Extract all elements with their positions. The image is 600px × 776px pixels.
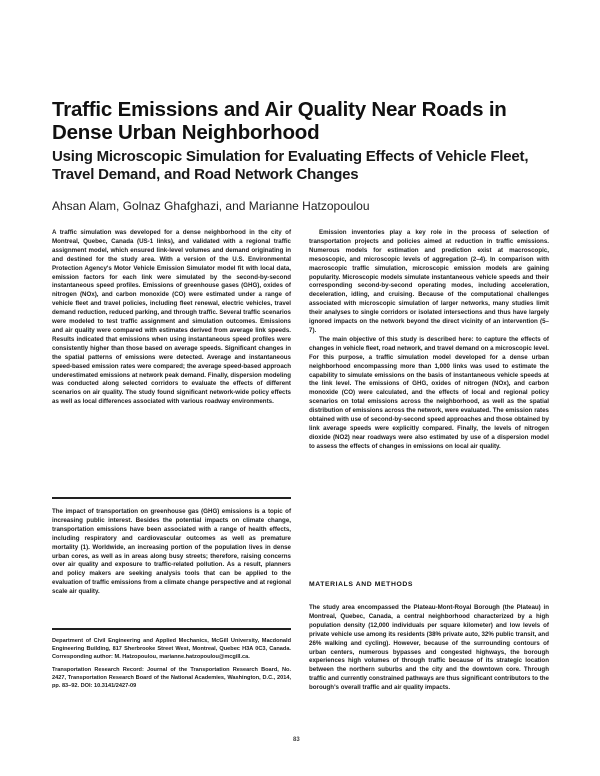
abstract-text: A traffic simulation was developed for a dense neighborhood in the city of Montreal, Quebec, Canada (US-1 links), and validated with a regional traffic assignment model, which ensured link-level volumes and demand originating in and destined for the study area. With a version of the U.S. Environmental Protection Agency's Motor Vehicle Emission Simulator model fit with local data, emission factors for each link were simulated by the second-by-second instantaneous speed profiles. Emissions of greenhouse gases (GHG), oxides of nitrogen (NOx), and carbon monoxide (CO) were estimated under a range of vehicle fleet and travel policies, including fleet renewal, electric vehicles, travel demand reduction, reduced parking, and through traffic. Several traffic scenarios were modeled to test traffic assignment and simulation outcomes. Emissions and air quality were compared with estimates derived from average link speeds. Results indicated that emissions when using instantaneous speed profiles were consistently higher than those based on average speeds. Significant changes in the spatial patterns of emissions were detected. Average and instantaneous speed-based emission rates were compared; the average speed-based approach underestimated emissions at network peak demand. Finally, dispersion modeling was conducted along selected corridors to evaluate the effects of different scenarios on air quality. The study found significant network-wide policy effects as well as local differences associated with various roadway environments. — [52, 229, 291, 406]
paper-title: Traffic Emissions and Air Quality Near Roads in Dense Urban Neighborhood — [52, 97, 507, 144]
abstract-divider — [52, 497, 291, 499]
introduction — [52, 508, 291, 597]
citation-footnote: Transportation Research Record: Journal of the Transportation Research Board, No. 2427, Transportation Research Board of the National Academies, Washington, D.C., 2014, pp. 83–92. DOI: 10.3141/2427-09 — [52, 667, 291, 689]
paper-subtitle: Using Microscopic Simulation for Evaluating Effects of Vehicle Fleet, Travel Demand, and Road Network Changes — [52, 148, 529, 184]
right-column-intro — [309, 229, 549, 452]
page-number: 83 — [293, 737, 300, 743]
footnote-divider — [52, 628, 291, 630]
methods-section — [309, 604, 549, 693]
footnotes — [52, 638, 291, 697]
methods-paragraph: The study area encompassed the Plateau-Mont-Royal Borough (the Plateau) in Montreal, Quebec, Canada, a central neighborhood characterized by a high population density (12,000 individuals per square kilometer) and low levels of private vehicle use among its residents (38% private auto, 32% public transit, and 26% walking and cycling). However, because of the surrounding contours of urban centers, numerous bypasses and congested highways, the borough experiences high volumes of through traffic because of its strategic location between the northern suburbs and the city and the downtown core. Through traffic and currently constrained pathways are thus significant contributors to the borough's overall traffic and air quality impacts. — [309, 604, 549, 692]
author-list: Ahsan Alam, Golnaz Ghafghazi, and Marianne Hatzopoulou — [52, 199, 370, 213]
intro-paragraph: The impact of transportation on greenhouse gas (GHG) emissions is a topic of increasing public interest. Besides the potential impacts on climate change, transportation emissions have been associated with a range of health effects, including respiratory and cardiovascular outcomes as well as premature mortality (1). Worldwide, an increasing portion of the population lives in dense urban cores, as well as in areas along busy streets; therefore, raising concerns over air quality and exposure to traffic-related pollution. As a result, planners and policy makers are seeking analysis tools that can be applied to the evaluation of traffic emissions from a climate change perspective and at regional scale air quality. — [52, 508, 291, 596]
affiliation-footnote: Department of Civil Engineering and Applied Mechanics, McGill University, Macdonald Engineering Building, 817 Sherbrooke Street West, Montreal, Quebec H3A 0C3, Canada. Corresponding author: M. Hatzopoulou, marianne.hatzopoulou@mcgill.ca. — [52, 638, 291, 660]
section-heading-methods: MATERIALS AND METHODS — [309, 581, 413, 588]
abstract — [52, 229, 291, 407]
right-paragraph-2: The main objective of this study is described here: to capture the effects of changes in vehicle fleet, road network, and travel demand on a microscopic level. For this purpose, a traffic simulation model developed for a dense urban neighborhood encompassing more than 1,000 links was used to estimate the capability to simulate emissions on the basis of instantaneous vehicle speeds at the link level. The emissions of GHG, oxides of nitrogen (NOx), and carbon monoxide (CO) were calculated, and the effects of local and regional policy scenarios on total emissions across the neighborhood, as well as the spatial distribution of emissions across the network, were evaluated. The emission rates obtained with use of second-by-second speed approaches and those obtained by link average speeds were explicitly compared. Finally, the levels of nitrogen dioxide (NO2) near roadways were also estimated by use of a dispersion model to assess the effects of changes in emissions on local air quality. — [309, 335, 549, 450]
right-paragraph-1: Emission inventories play a key role in the process of selection of transportation projects and policies aimed at reduction in traffic emissions. Numerous models for estimation and prediction exist at macroscopic, mesoscopic, and microscopic levels of aggregation (2–4). In comparison with macroscopic traffic simulation, microscopic emission models are gaining popularity. Microscopic models simulate instantaneous vehicle speeds and their corresponding second-by-second operating modes, including acceleration, deceleration, idling, and cruising. Because of the computational challenges associated with microscopic simulation of larger networks, many studies limit their analyses to single corridors or isolated intersections and thus have largely ignored impacts on the network beyond the direct vicinity of an intervention (5–7). — [309, 229, 549, 334]
